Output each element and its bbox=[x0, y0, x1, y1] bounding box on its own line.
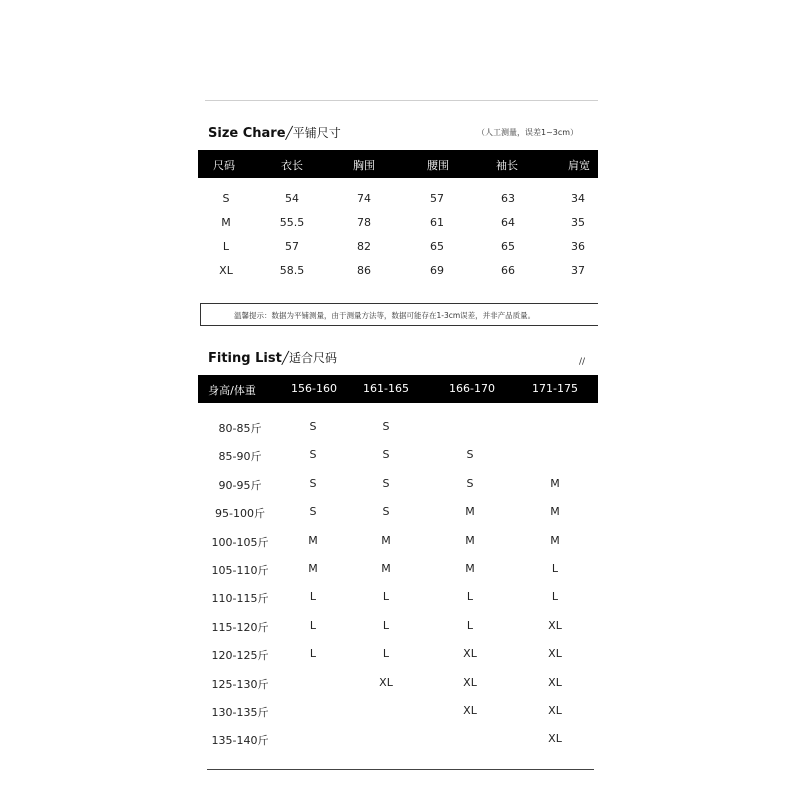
bottom-divider bbox=[207, 769, 594, 770]
size-table-cell: 74 bbox=[357, 192, 371, 205]
fitting-header-cell: 171-175 bbox=[532, 382, 578, 395]
size-table-cell: 57 bbox=[285, 240, 299, 253]
measure-note: （人工测量，误差1~3cm） bbox=[477, 128, 579, 137]
weight-range-label: 105-110斤 bbox=[211, 564, 269, 577]
weight-range-label: 110-115斤 bbox=[211, 592, 269, 605]
tip-text: 温馨提示：数据为平铺测量，由于测量方法等，数据可能存在1-3cm误差，并非产品质量。 bbox=[234, 311, 536, 320]
top-divider bbox=[205, 100, 598, 101]
fitting-size-cell: S bbox=[466, 477, 474, 490]
size-table-cell: S bbox=[222, 192, 230, 205]
size-table-cell: 37 bbox=[571, 264, 585, 277]
weight-range-label: 125-130斤 bbox=[211, 678, 269, 691]
size-table-cell: 86 bbox=[357, 264, 371, 277]
fitting-size-cell: S bbox=[309, 420, 317, 433]
size-table-cell: L bbox=[222, 240, 230, 253]
fitting-header-cell: 156-160 bbox=[291, 382, 337, 395]
size-table-cell: M bbox=[221, 216, 231, 229]
fitting-size-cell: XL bbox=[548, 676, 562, 689]
fitting-size-cell: M bbox=[550, 505, 560, 518]
size-header-cell: 袖长 bbox=[496, 159, 518, 172]
size-table-cell: 54 bbox=[285, 192, 299, 205]
weight-range-label: 115-120斤 bbox=[211, 621, 269, 634]
fitting-size-cell: XL bbox=[379, 676, 393, 689]
size-table-cell: 65 bbox=[430, 240, 444, 253]
fitting-size-cell: XL bbox=[463, 676, 477, 689]
weight-range-label: 85-90斤 bbox=[218, 450, 262, 463]
fitting-size-cell: M bbox=[550, 534, 560, 547]
fitting-size-cell: S bbox=[382, 505, 390, 518]
size-table-cell: 78 bbox=[357, 216, 371, 229]
fitting-size-cell: M bbox=[381, 534, 391, 547]
size-table-cell: 65 bbox=[501, 240, 515, 253]
fitting-list-title-en: Fiting List bbox=[208, 351, 282, 366]
fitting-size-cell: M bbox=[381, 562, 391, 575]
size-header-cell: 尺码 bbox=[213, 159, 235, 172]
fitting-list-header bbox=[198, 375, 598, 403]
size-table-cell: 55.5 bbox=[279, 216, 305, 229]
weight-range-label: 100-105斤 bbox=[211, 536, 269, 549]
fitting-size-cell: M bbox=[465, 534, 475, 547]
size-table-cell: 63 bbox=[501, 192, 515, 205]
weight-range-label: 95-100斤 bbox=[215, 507, 265, 520]
size-header-cell: 肩宽 bbox=[568, 159, 590, 172]
fitting-size-cell: L bbox=[309, 619, 317, 632]
fitting-size-cell: XL bbox=[548, 732, 562, 745]
size-table-cell: 58.5 bbox=[279, 264, 305, 277]
fitting-size-cell: L bbox=[309, 647, 317, 660]
fitting-size-cell: L bbox=[382, 619, 390, 632]
fitting-size-cell: S bbox=[382, 420, 390, 433]
fitting-size-cell: M bbox=[308, 534, 318, 547]
weight-range-label: 135-140斤 bbox=[211, 734, 269, 747]
fitting-header-cell: 身高/体重 bbox=[208, 384, 256, 397]
fitting-size-cell: S bbox=[382, 477, 390, 490]
size-header-cell: 胸围 bbox=[353, 159, 375, 172]
size-table-cell: 57 bbox=[430, 192, 444, 205]
size-table-cell: 61 bbox=[430, 216, 444, 229]
size-table-cell: 34 bbox=[571, 192, 585, 205]
fitting-header-cell: 166-170 bbox=[449, 382, 495, 395]
size-chart-header bbox=[198, 150, 598, 178]
fitting-size-cell: L bbox=[382, 590, 390, 603]
fitting-size-cell: S bbox=[309, 477, 317, 490]
tip-box bbox=[200, 303, 598, 326]
size-table-cell: 36 bbox=[571, 240, 585, 253]
weight-range-label: 90-95斤 bbox=[218, 479, 262, 492]
weight-range-label: 120-125斤 bbox=[211, 649, 269, 662]
size-table-cell: 35 bbox=[571, 216, 585, 229]
fitting-size-cell: XL bbox=[548, 619, 562, 632]
fitting-header-cell: 161-165 bbox=[363, 382, 409, 395]
fitting-size-cell: S bbox=[382, 448, 390, 461]
fitting-size-cell: L bbox=[466, 619, 474, 632]
size-chart-title-cn: ╱平铺尺寸 bbox=[285, 126, 341, 140]
size-table-cell: 64 bbox=[501, 216, 515, 229]
fitting-size-cell: XL bbox=[548, 647, 562, 660]
fitting-size-cell: S bbox=[309, 448, 317, 461]
fitting-size-cell: L bbox=[466, 590, 474, 603]
size-chart-title-en: Size Chare bbox=[208, 126, 286, 141]
fitting-size-cell: M bbox=[465, 562, 475, 575]
fitting-list-title-cn: ╱适合尺码 bbox=[281, 351, 338, 365]
fitting-size-cell: XL bbox=[463, 704, 477, 717]
fitting-size-cell: M bbox=[550, 477, 560, 490]
fitting-list-title bbox=[208, 349, 337, 366]
fitting-size-cell: XL bbox=[463, 647, 477, 660]
weight-range-label: 130-135斤 bbox=[211, 706, 269, 719]
size-table-cell: 69 bbox=[430, 264, 444, 277]
fitting-size-cell: M bbox=[308, 562, 318, 575]
fitting-size-cell: XL bbox=[548, 704, 562, 717]
size-table-cell: 82 bbox=[357, 240, 371, 253]
fitting-size-cell: L bbox=[551, 562, 559, 575]
size-header-cell: 腰围 bbox=[427, 159, 449, 172]
fitting-size-cell: L bbox=[309, 590, 317, 603]
slash-mark: // bbox=[579, 357, 586, 367]
size-table-cell: XL bbox=[219, 264, 233, 277]
size-header-cell: 衣长 bbox=[281, 159, 303, 172]
fitting-size-cell: M bbox=[465, 505, 475, 518]
size-chart-title bbox=[208, 124, 341, 141]
size-table-cell: 66 bbox=[501, 264, 515, 277]
fitting-size-cell: L bbox=[382, 647, 390, 660]
fitting-size-cell: L bbox=[551, 590, 559, 603]
fitting-size-cell: S bbox=[466, 448, 474, 461]
fitting-size-cell: S bbox=[309, 505, 317, 518]
weight-range-label: 80-85斤 bbox=[218, 422, 262, 435]
